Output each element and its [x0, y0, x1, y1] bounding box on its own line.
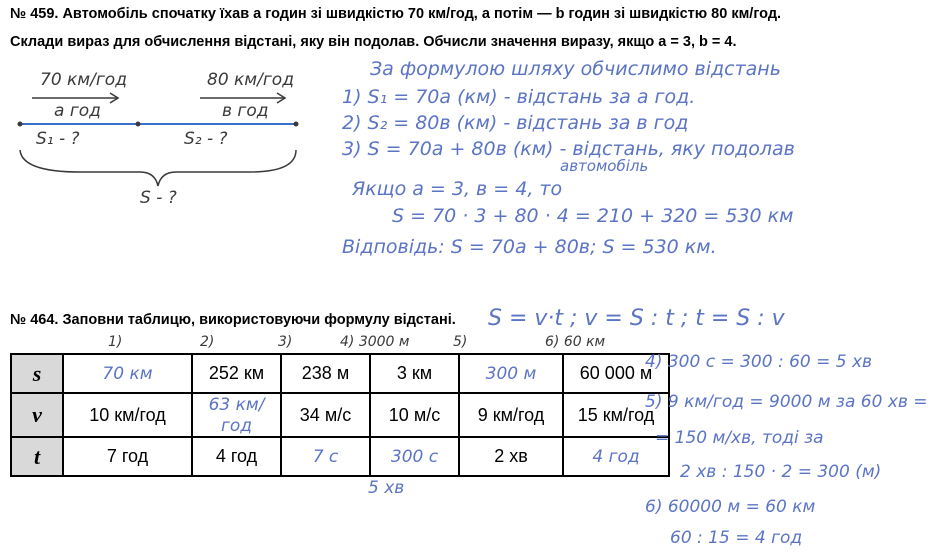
side-calc-5b: = 150 м/хв, тоді за — [655, 428, 824, 448]
side-calc-5c: 2 хв : 150 · 2 = 300 (м) — [680, 462, 882, 482]
column-marker-3: 3) — [278, 334, 293, 350]
side-calc-6b: 60 : 15 = 4 год — [670, 528, 803, 548]
row-header-v: v — [11, 393, 63, 437]
end-point — [294, 122, 299, 127]
distance-table — [10, 353, 670, 477]
cell-t-3-value: 7 с — [312, 447, 339, 467]
s-total-label: S - ? — [140, 188, 177, 208]
row-header-s: s — [11, 354, 63, 393]
cell-v-4: 10 м/с — [370, 393, 459, 437]
solution-step-1: 1) S₁ = 70а (км) - відстань за а год. — [342, 86, 696, 108]
s1-label: S₁ - ? — [36, 129, 80, 149]
solution-step-3b: автомобіль — [560, 157, 649, 175]
cell-t-4-value: 300 с — [390, 447, 439, 467]
cell-t-5: 2 хв — [459, 437, 563, 476]
cell-v-5: 9 км/год — [459, 393, 563, 437]
cell-s-1 — [63, 354, 192, 393]
cell-t-2: 4 год — [192, 437, 281, 476]
time-1-label: a год — [54, 101, 101, 121]
cell-t-3 — [281, 437, 370, 476]
cell-s-6: 60 000 м — [563, 354, 669, 393]
side-calc-5a: 5) 9 км/год = 9000 м за 60 хв = — [645, 392, 928, 412]
cell-t-6 — [563, 437, 669, 476]
solution-condition: Якщо а = 3, в = 4, то — [352, 178, 563, 200]
side-calc-4: 4) 300 с = 300 : 60 = 5 хв — [645, 352, 873, 372]
cell-v-1: 10 км/год — [63, 393, 192, 437]
cell-v-2-value: 63 км/год — [208, 395, 265, 436]
side-calc-6a: 6) 60000 м = 60 км — [645, 497, 816, 517]
task-459-text-line1: Автомобіль спочатку їхав a годин зі швидкістю 70 км/год, а потім — b годин зі швидкістю 80 км/год. — [62, 6, 782, 22]
cell-v-2 — [192, 393, 281, 437]
cell-s-3: 238 м — [281, 354, 370, 393]
solution-answer: Відповідь: S = 70а + 80в; S = 530 км. — [342, 236, 717, 258]
cell-t-1: 7 год — [63, 437, 192, 476]
column-marker-1: 1) — [108, 334, 123, 350]
column-marker-6: 6) 60 км — [545, 334, 606, 350]
task-464-text: Заповни таблицю, використовуючи формулу відстані. — [62, 312, 456, 328]
solution-step-3: 3) S = 70а + 80в (км) - відстань, яку подолав — [342, 138, 795, 160]
time-2-label: в год — [222, 101, 269, 121]
cell-v-3: 34 м/с — [281, 393, 370, 437]
solution-calc: S = 70 · 3 + 80 · 4 = 210 + 320 = 530 км — [392, 205, 794, 227]
task-459-number: № 459. — [10, 6, 59, 22]
cell-s-1-value: 70 км — [102, 364, 153, 384]
row-header-t: t — [11, 437, 63, 476]
cell-s-5 — [459, 354, 563, 393]
task-464-number: № 464. — [10, 312, 59, 328]
cell-t-6-value: 4 год — [592, 447, 640, 467]
speed-1-label: 70 км/год — [40, 70, 127, 90]
column-marker-5: 5) — [453, 334, 468, 350]
cell-s-4: 3 км — [370, 354, 459, 393]
mid-point — [136, 122, 141, 127]
task-464-heading — [10, 312, 456, 328]
below-table-note: 5 хв — [368, 478, 405, 498]
speed-2-label: 80 км/год — [207, 70, 294, 90]
cell-t-4 — [370, 437, 459, 476]
task-459-text-line2: Склади вираз для обчислення відстані, яку він подолав. Обчисли значення виразу, якщо a = 3, b = 4. — [10, 34, 737, 50]
total-brace — [20, 150, 296, 186]
table-row-s — [11, 354, 669, 393]
s2-label: S₂ - ? — [184, 129, 228, 149]
cell-s-2: 252 км — [192, 354, 281, 393]
solution-step-2: 2) S₂ = 80в (км) - відстань за в год — [342, 112, 689, 134]
cell-v-6: 15 км/год — [563, 393, 669, 437]
distance-formulas: S = v·t ; v = S : t ; t = S : v — [488, 306, 785, 331]
table-row-t — [11, 437, 669, 476]
solution-intro: За формулою шляху обчислимо відстань — [370, 58, 781, 80]
cell-s-5-value: 300 м — [485, 364, 537, 384]
column-marker-4: 4) 3000 м — [340, 334, 410, 350]
start-point — [18, 122, 23, 127]
column-marker-2: 2) — [200, 334, 215, 350]
table-row-v — [11, 393, 669, 437]
